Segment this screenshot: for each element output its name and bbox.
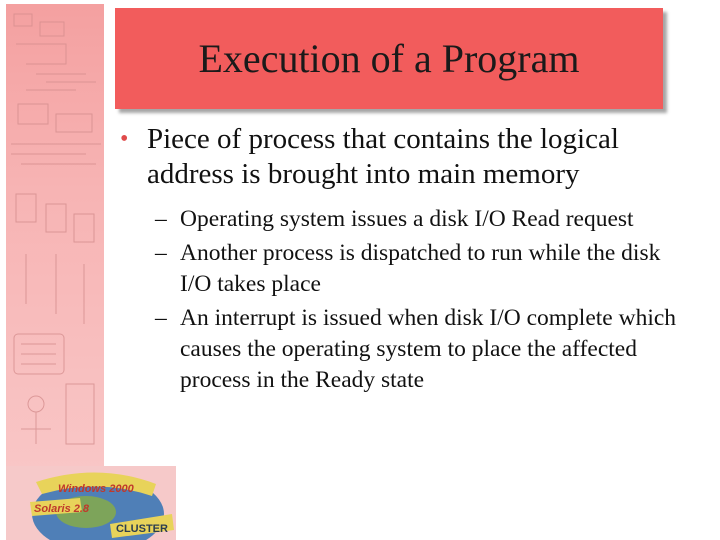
main-bullet-text: Piece of process that contains the logical address is brought into main memory: [147, 123, 619, 190]
sub-bullet-text: An interrupt is issued when disk I/O complete which causes the operating system to place the affected process in the Ready state: [180, 305, 677, 393]
slide-content: [115, 122, 695, 399]
sub-bullet: [155, 238, 695, 300]
decorative-side-strip: [6, 4, 104, 472]
bullet-marker: •: [120, 126, 129, 152]
sub-bullet: [155, 204, 695, 235]
logo-windows-text: Windows 2000: [58, 483, 134, 495]
logo-cluster-text: CLUSTER: [116, 523, 168, 535]
sub-bullet-marker: –: [155, 240, 167, 266]
sub-bullet-text: Operating system issues a disk I/O Read request: [180, 206, 634, 232]
sub-bullet-text: Another process is dispatched to run while the disk I/O takes place: [180, 240, 661, 297]
sub-bullet-marker: –: [155, 206, 167, 232]
sub-bullet-marker: –: [155, 305, 167, 331]
logo-solaris-text: Solaris 2.8: [34, 503, 90, 515]
sub-bullet: [155, 303, 695, 396]
globe-logo-graphic: [6, 466, 176, 540]
main-bullet: [115, 122, 695, 192]
windows-solaris-cluster-logo: [6, 466, 176, 540]
circuit-diagram-graphic: [6, 4, 104, 472]
slide-title-box: [115, 8, 663, 109]
sub-bullet-list: [115, 204, 695, 396]
slide-title: Execution of a Program: [198, 36, 580, 81]
